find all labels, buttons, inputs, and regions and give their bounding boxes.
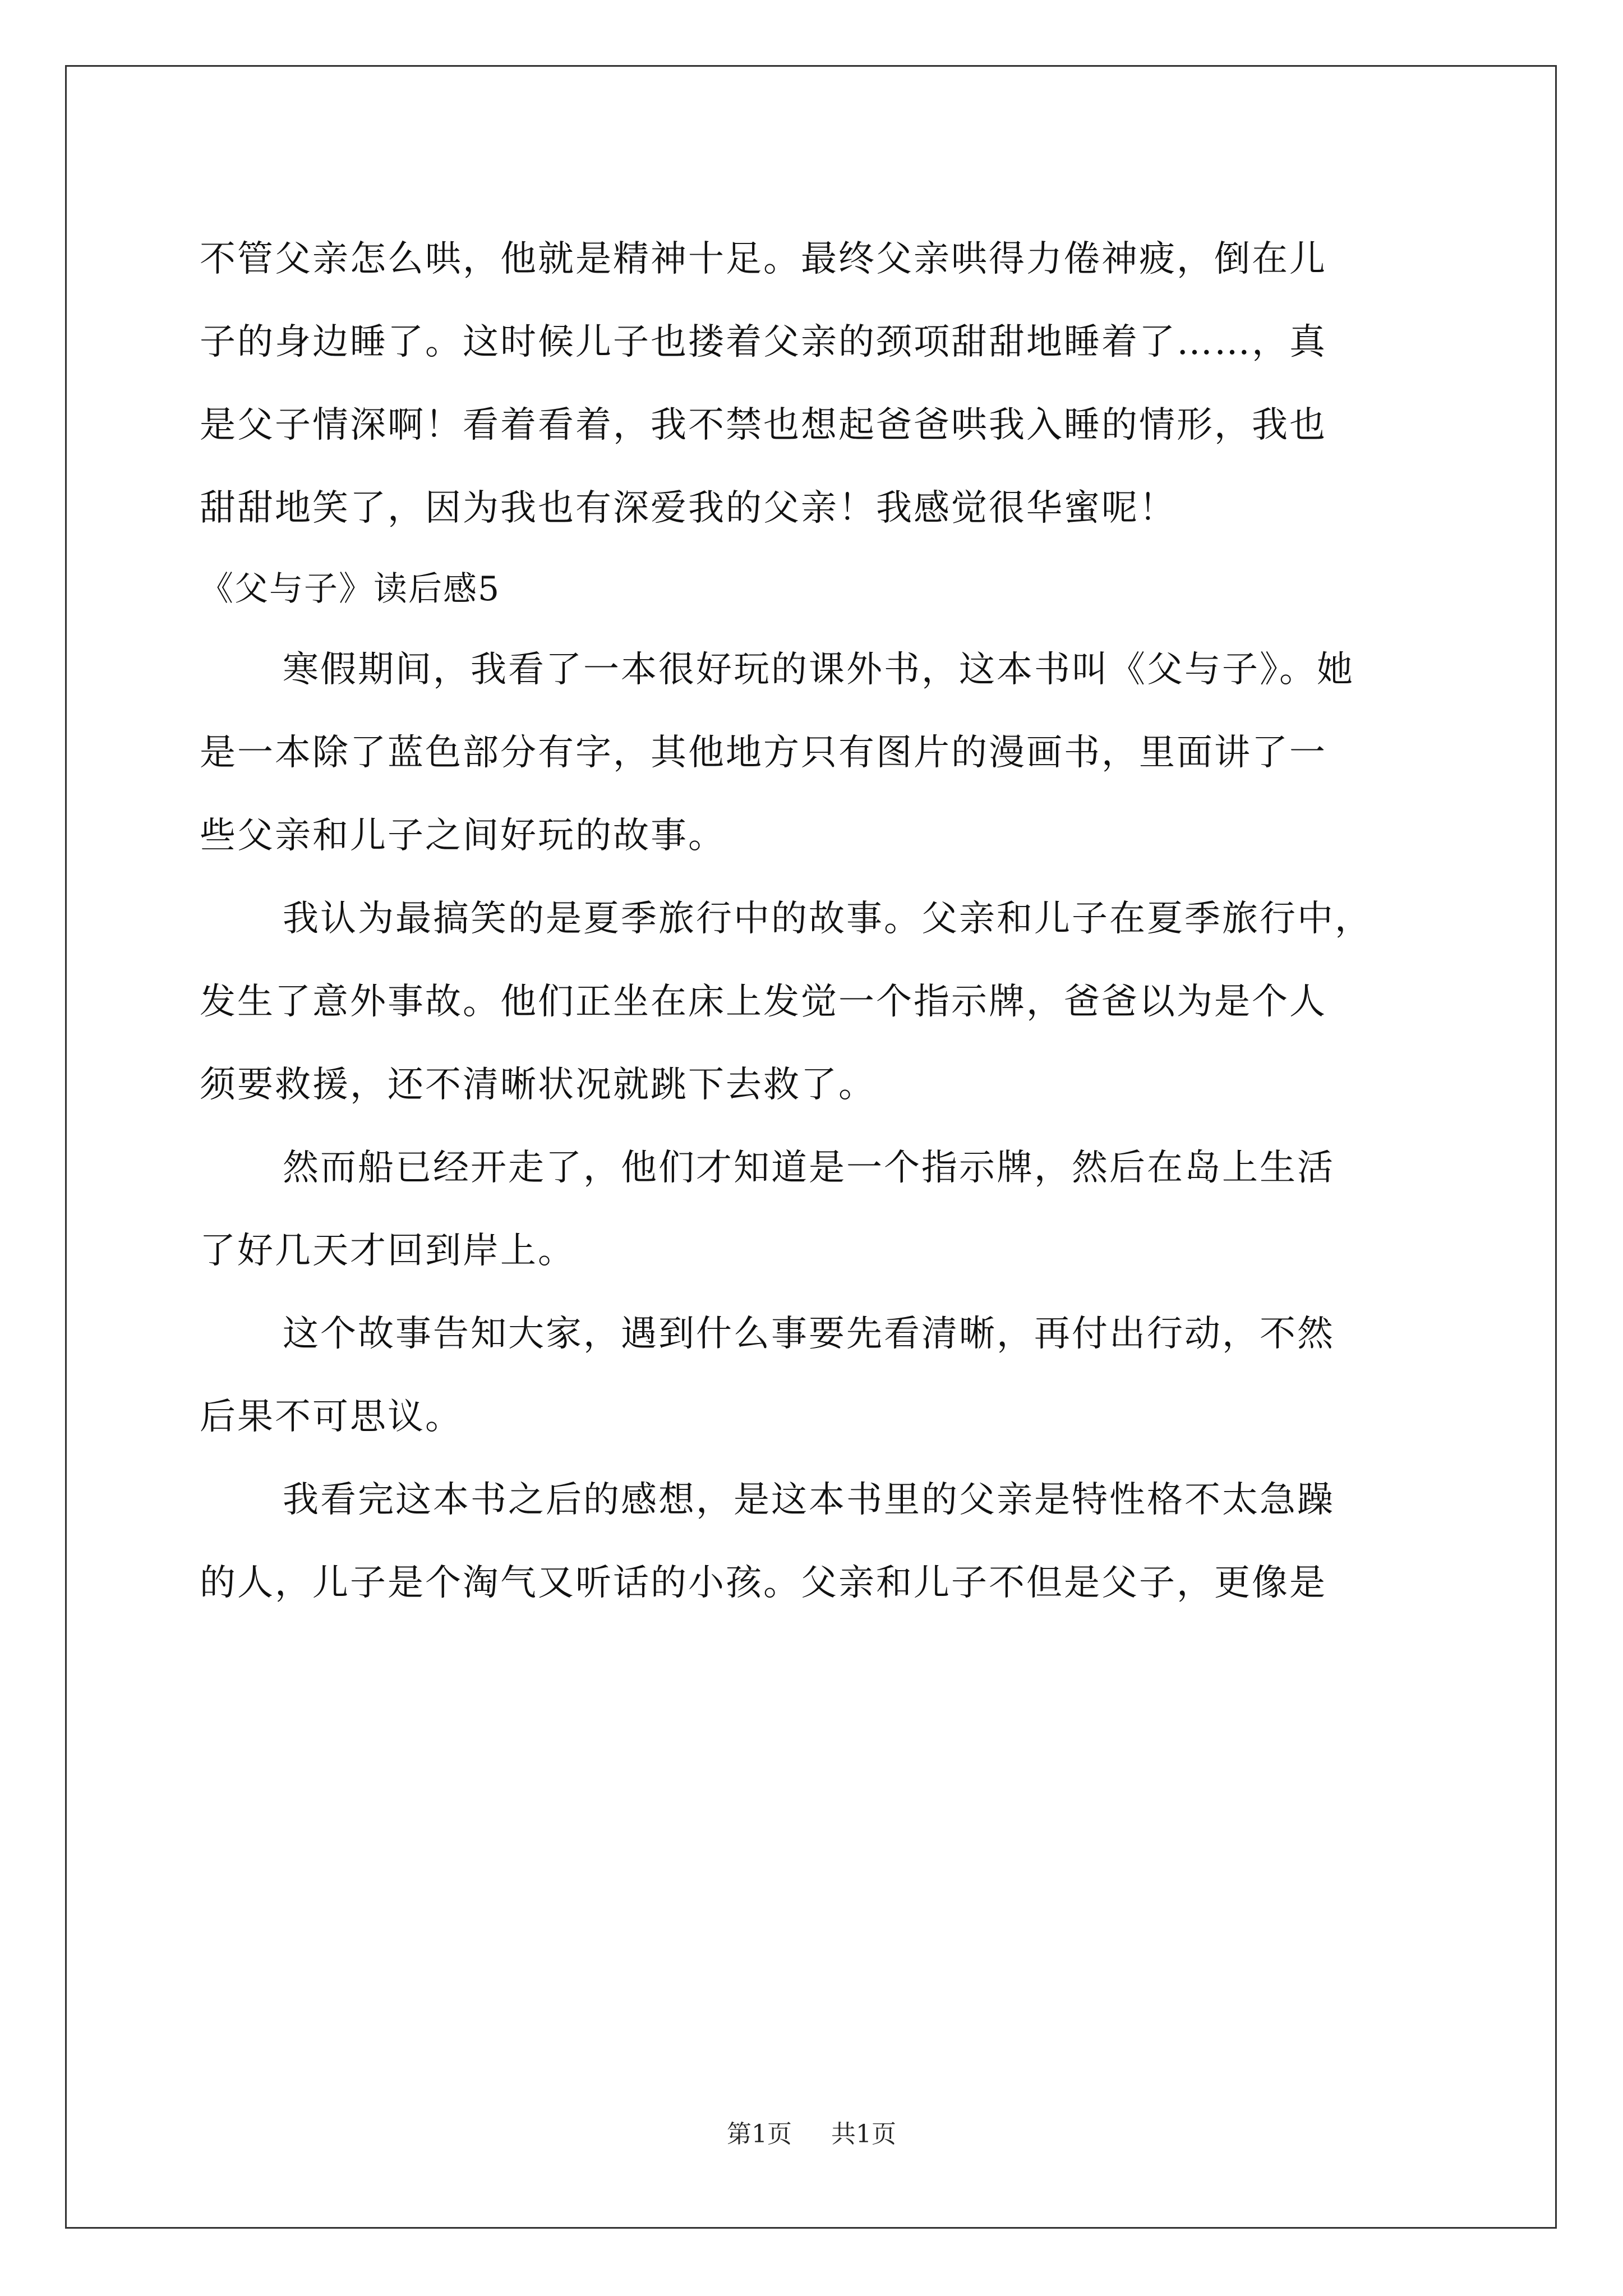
text-line: 我看完这本书之后的感想，是这本书里的父亲是特性格不太急躁 — [283, 1479, 1335, 1521]
text-line: 然而船已经开走了，他们才知道是一个指示牌，然后在岛上生活 — [283, 1147, 1335, 1189]
text-line: 些父亲和儿子之间好玩的故事。 — [200, 815, 726, 857]
text-line: 是一本除了蓝色部分有字，其他地方只有图片的漫画书，里面讲了一 — [200, 732, 1327, 774]
text-line: 这个故事告知大家，遇到什么事要先看清晰，再付出行动，不然 — [283, 1313, 1335, 1355]
text-line: 子的身边睡了。这时候儿子也搂着父亲的颈项甜甜地睡着了……，真 — [200, 321, 1327, 363]
text-line: 不管父亲怎么哄，他就是精神十足。最终父亲哄得力倦神疲，倒在儿 — [200, 238, 1327, 280]
text-line: 寒假期间，我看了一本很好玩的课外书，这本书叫《父与子》。她 — [283, 649, 1354, 691]
page-total: 共1页 — [831, 2120, 896, 2148]
text-line: 了好几天才回到岸上。 — [200, 1230, 575, 1272]
document-body — [200, 218, 1433, 1625]
paragraph — [200, 218, 1433, 550]
text-line: 发生了意外事故。他们正坐在床上发觉一个指示牌，爸爸以为是个人 — [200, 981, 1327, 1023]
paragraph — [200, 1292, 1433, 1458]
paragraph — [200, 1126, 1433, 1292]
page-number: 第1页 — [727, 2120, 792, 2148]
page-footer — [0, 2118, 1623, 2151]
text-line: 的人，儿子是个淘气又听话的小孩。父亲和儿子不但是父子，更像是 — [200, 1562, 1327, 1604]
text-line: 我认为最搞笑的是夏季旅行中的故事。父亲和儿子在夏季旅行中， — [283, 898, 1372, 940]
text-line: 是父子情深啊！看着看着，我不禁也想起爸爸哄我入睡的情形，我也 — [200, 404, 1327, 446]
text-line: 后果不可思议。 — [200, 1396, 463, 1438]
paragraph — [200, 1458, 1433, 1625]
text-line: 须要救援，还不清晰状况就跳下去救了。 — [200, 1064, 876, 1106]
paragraph — [200, 877, 1433, 1126]
paragraph — [200, 628, 1433, 877]
section-heading: 《父与子》读后感5 — [200, 569, 501, 609]
text-line: 甜甜地笑了，因为我也有深爱我的父亲！我感觉很华蜜呢！ — [200, 487, 1177, 529]
